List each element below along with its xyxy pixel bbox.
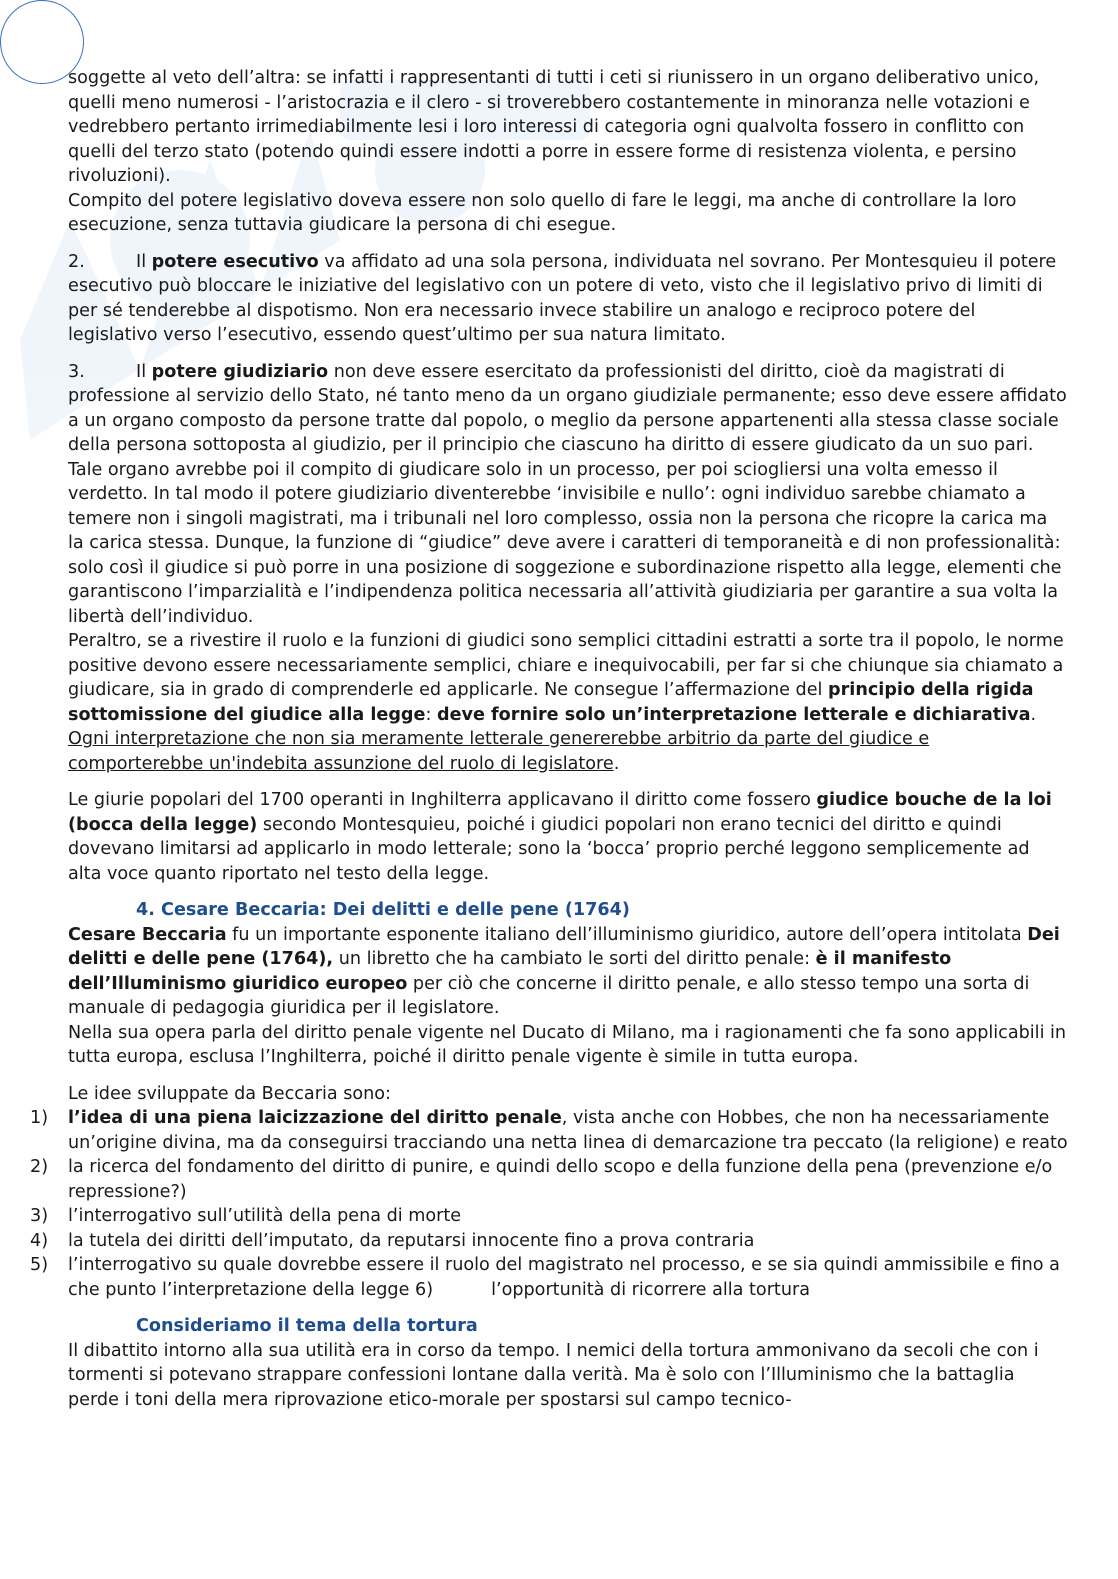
paragraph-legislative-task: Compito del potere legislativo doveva essere non solo quello di fare le leggi, ma anche di controllare la loro esecuzione, senza tuttavia giudicare la persona di chi esegue.	[68, 190, 1017, 235]
list-item: 5) l’interrogativo su quale dovrebbe essere il ruolo del magistrato nel processo, e se sia quindi ammissibile e fino a che punto l’interpretazione della legge 6) l’opportunità di ricorrere alla tortura	[30, 1255, 1060, 1300]
paragraph-judicial-organ: Tale organo avrebbe poi il compito di giudicare solo in un processo, per poi sciogliersi una volta emesso il verdetto. In tal modo il potere giudiziario diventerebbe ‘invisibile e nullo’: ogni individuo sarebbe chiamato a temere non i singoli magistrati, ma i tribunali nel loro complesso, ossia non la persona che ricopre la carica ma la carica stessa. Dunque, la funzione di “giudice” deve avere i caratteri di temporaneità e di non professionalità: solo così il giudice si può porre in una posizione di soggezione e subordinazione rispetto alla legge, elementi che garantiscono l’imparzialità e l’indipendenza politica necessaria all’attività giudiziaria per garantire a sua volta la libertà dell’individuo.	[68, 459, 1062, 627]
judicial-power-term: potere giudiziario	[151, 361, 329, 382]
executive-power-term: potere esecutivo	[151, 251, 319, 272]
section-heading-beccaria: 4. Cesare Beccaria: Dei delitti e delle pene (1764)	[136, 900, 630, 920]
paragraph-popular-juries: Le giurie popolari del 1700 operanti in Inghilterra applicavano il diritto come fossero giudice bouche de la loi (bocca della legge) secondo Montesquieu, poiché i giudici popolari non erano tecnici del diritto e quindi dovevano limitarsi ad applicarlo in modo letterale; sono la ‘bocca’ proprio perché leggono semplicemente ad alta voce quanto riportato nel testo della legge.	[68, 790, 1052, 884]
ideas-list	[30, 1106, 1068, 1302]
point-executive-power: 2. Il potere esecutivo va affidato ad una sola persona, individuata nel sovrano. Per Montesquieu il potere esecutivo può bloccare le iniziative del legislativo con un potere di veto, visto che il legislativo privo di limiti di per sé tenderebbe al dispotismo. Non era necessario invece stabilire un analogo e reciproco potere del legislativo verso l’esecutivo, essendo quest’ultimo per sua natura limitato.	[68, 251, 1057, 345]
underlined-sentence: Ogni interpretazione che non sia meramente letterale genererebbe arbitrio da parte del giudice e comporterebbe un'indebita assunzione del ruolo di legislatore	[68, 729, 930, 774]
paragraph-torture-debate: Il dibattito intorno alla sua utilità era in corso da tempo. I nemici della tortura ammonivano da secoli che con i tormenti si potevano strappare confessioni lontane dalla verità. Ma è solo con l’Illuminismo che la battaglia perde i toni della mera riprovazione etico-morale per spostarsi sul campo tecnico-	[68, 1340, 1039, 1410]
paragraph-beccaria-intro: Cesare Beccaria fu un importante esponente italiano dell’illuminismo giuridico, autore dell’opera intitolata Dei delitti e delle pene (1764), un libretto che ha cambiato le sorti del diritto penale: è il manifesto dell’Illuminismo giuridico europeo per ciò che concerne il diritto penale, e allo stesso tempo una sorta di manuale di pedagogia giuridica per il legislatore.	[68, 924, 1060, 1018]
paragraph-beccaria-milan: Nella sua opera parla del diritto penale vigente nel Ducato di Milano, ma i ragionamenti che fa sono applicabili in tutta europa, esclusa l’Inghilterra, poiché il diritto penale vigente è simile in tutta europa.	[68, 1022, 1067, 1067]
document-body	[30, 66, 1068, 1412]
paragraph-continuation: soggette al veto dell’altra: se infatti i rappresentanti di tutti i ceti si riunissero in un organo deliberativo unico, quelli meno numerosi - l’aristocrazia e il clero - si troverebbero costantemente in minoranza nelle votazioni e vedrebbero pertanto irrimediabilmente lesi i loro interessi di categoria ogni qualvolta fossero in conflitto con quelli del terzo stato (potendo quindi essere indotti a porre in essere forme di resistenza violenta, e persino rivoluzioni).	[68, 68, 1040, 186]
point-number: 2.	[68, 251, 85, 272]
list-item: 1) l’idea di una piena laicizzazione del diritto penale, vista anche con Hobbes, che non ha necessariamente un’origine divina, ma da conseguirsi tracciando una netta linea di demarcazione tra peccato (la religione) e reato	[30, 1108, 1068, 1153]
bouche-de-la-loi-term: giudice bouche de la loi (bocca della legge)	[68, 790, 1052, 835]
section-heading-torture: Consideriamo il tema della tortura	[136, 1316, 478, 1336]
point-number: 3.	[68, 361, 85, 382]
list-item: 3) l’interrogativo sull’utilità della pena di morte	[30, 1206, 462, 1226]
paragraph-literal-interpretation: Peraltro, se a rivestire il ruolo e la funzioni di giudici sono semplici cittadini estratti a sorte tra il popolo, le norme positive devono essere necessariamente semplici, chiare e inequivocabili, per far si che chiunque sia chiamato a giudicare, sia in grado di comprenderle ed applicarle. Ne consegue l’affermazione del principio della rigida sottomissione del giudice alla legge: deve fornire solo un’interpretazione letterale e dichiarativa. Ogni interpretazione che non sia meramente letterale genererebbe arbitrio da parte del giudice e comporterebbe un'indebita assunzione del ruolo di legislatore.	[68, 631, 1064, 774]
list-item: 2) la ricerca del fondamento del diritto di punire, e quindi dello scopo e della funzione della pena (prevenzione e/o repressione?)	[30, 1157, 1053, 1202]
point-judicial-power: 3. Il potere giudiziario non deve essere esercitato da professionisti del diritto, cioè da magistrati di professione al servizio dello Stato, né tanto meno da un organo giudiziale permanente; esso deve essere affidato a un organo composto da persone tratte dal popolo, o meglio da persone appartenenti alla stessa classe sociale della persona sottoposta al giudizio, per il principio che ciascuno ha diritto di essere giudicato da un suo pari.	[68, 361, 1067, 455]
list-item: 4) la tutela dei diritti dell’imputato, da reputarsi innocente fino a prova contraria	[30, 1230, 755, 1251]
ideas-intro: Le idee sviluppate da Beccaria sono:	[68, 1083, 391, 1104]
